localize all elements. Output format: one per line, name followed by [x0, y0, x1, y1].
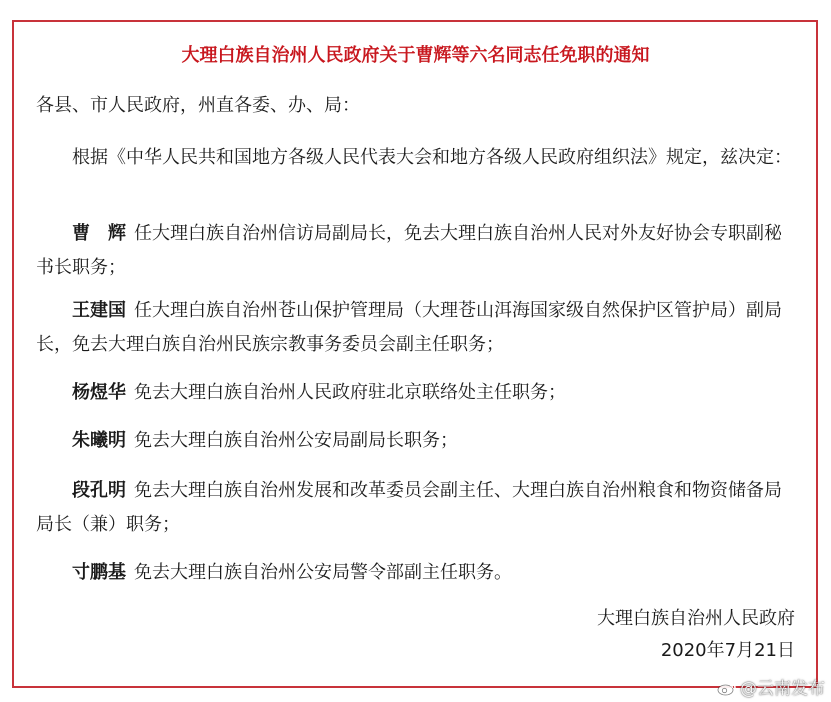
- salutation: 各县、市人民政府，州直各委、办、局：: [36, 95, 360, 116]
- appointment-item: [36, 217, 796, 285]
- appointment-item: [36, 424, 796, 458]
- appointment-item: [36, 474, 796, 542]
- issuer: 大理白族自治州人民政府: [597, 608, 795, 629]
- appointment-text: 任大理白族自治州信访局副局长，免去大理白族自治州人民对外友好协会专职副秘书长职务；: [36, 223, 782, 278]
- document-title: 大理白族自治州人民政府关于曹辉等六名同志任免职的通知: [181, 45, 650, 66]
- appointee-name: 王建国: [72, 300, 126, 321]
- appointment-item: [36, 294, 796, 362]
- appointee-name: 杨煜华: [72, 382, 126, 403]
- appointment-text: 免去大理白族自治州人民政府驻北京联络处主任职务；: [134, 382, 566, 403]
- appointment-item: [36, 556, 796, 590]
- appointee-name: 曹 辉: [72, 223, 126, 244]
- appointment-text: 任大理白族自治州苍山保护管理局（大理苍山洱海国家级自然保护区管护局）副局长，免去大理白族自治州民族宗教事务委员会副主任职务；: [36, 300, 782, 355]
- appointment-text: 免去大理白族自治州公安局副局长职务；: [134, 430, 458, 451]
- weibo-icon: [717, 680, 737, 695]
- appointee-name: 朱曦明: [72, 430, 126, 451]
- appointee-name: 寸鹏基: [72, 562, 126, 583]
- watermark-text: @云南发布: [740, 679, 825, 699]
- appointment-text: 免去大理白族自治州公安局警令部副主任职务。: [134, 562, 512, 583]
- issue-date: 2020年7月21日: [660, 640, 795, 661]
- watermark: [717, 678, 825, 700]
- legal-basis: 根据《中华人民共和国地方各级人民代表大会和地方各级人民政府组织法》规定，兹决定：: [72, 147, 792, 168]
- appointment-text: 免去大理白族自治州发展和改革委员会副主任、大理白族自治州粮食和物资储备局局长（兼）职务；: [36, 480, 782, 535]
- appointment-item: [36, 376, 796, 410]
- appointee-name: 段孔明: [72, 480, 126, 501]
